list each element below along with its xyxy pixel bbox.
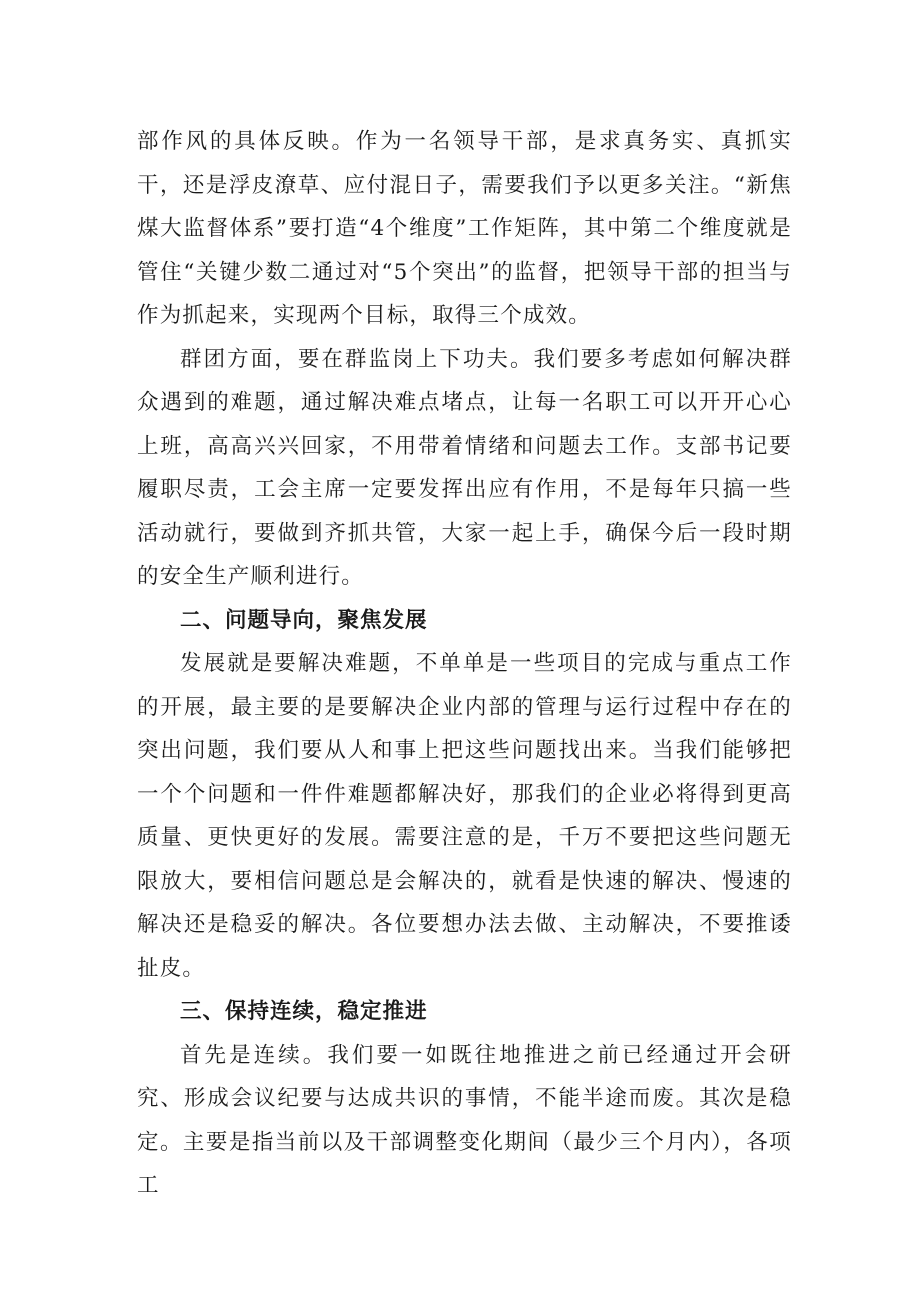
paragraph-work-style: 部作风的具体反映。作为一名领导干部，是求真务实、真抓实干，还是浮皮潦草、应付混日子，需要我们予以更多关注。“新焦煤大监督体系”要打造“4个维度”工作矩阵，其中第二个维度就是管住“关键少数二通过对“5个突出”的监督，把领导干部的担当与作为抓起来，实现两个目标，取得三个成效。	[137, 129, 792, 328]
paragraph-development: 发展就是要解决难题，不单单是一些项目的完成与重点工作的开展，最主要的是要解决企业内部的管理与运行过程中存在的突出问题，我们要从人和事上把这些问题找出来。当我们能够把一个个问题和一件件难题都解决好，那我们的企业必将得到更高质量、更快更好的发展。需要注意的是，千万不要把这些问题无限放大，要相信问题总是会解决的，就看是快速的解决、慢速的解决还是稳妥的解决。各位要想办法去做、主动解决，不要推诿扯皮。	[137, 651, 792, 981]
paragraph-continuity: 首先是连续。我们要一如既往地推进之前已经通过开会研究、形成会议纪要与达成共识的事情，不能半途而废。其次是稳定。主要是指当前以及干部调整变化期间（最少三个月内），各项工	[137, 1042, 792, 1198]
section-heading-continuity: 三、保持连续，稳定推进	[180, 999, 428, 1024]
document-body	[137, 120, 792, 1208]
section-heading-problem-oriented: 二、问题导向，聚焦发展	[180, 607, 428, 633]
paragraph-mass-organizations: 群团方面，要在群监岗上下功夫。我们要多考虑如何解决群众遇到的难题，通过解决难点堵点，让每一名职工可以开开心心上班，高高兴兴回家，不用带着情绪和问题去工作。支部书记要履职尽责，工会主席一定要发挥出应有作用，不是每年只搞一些活动就行，要做到齐抓共管，大家一起上手，确保今后一段时期的安全生产顺利进行。	[137, 346, 792, 589]
